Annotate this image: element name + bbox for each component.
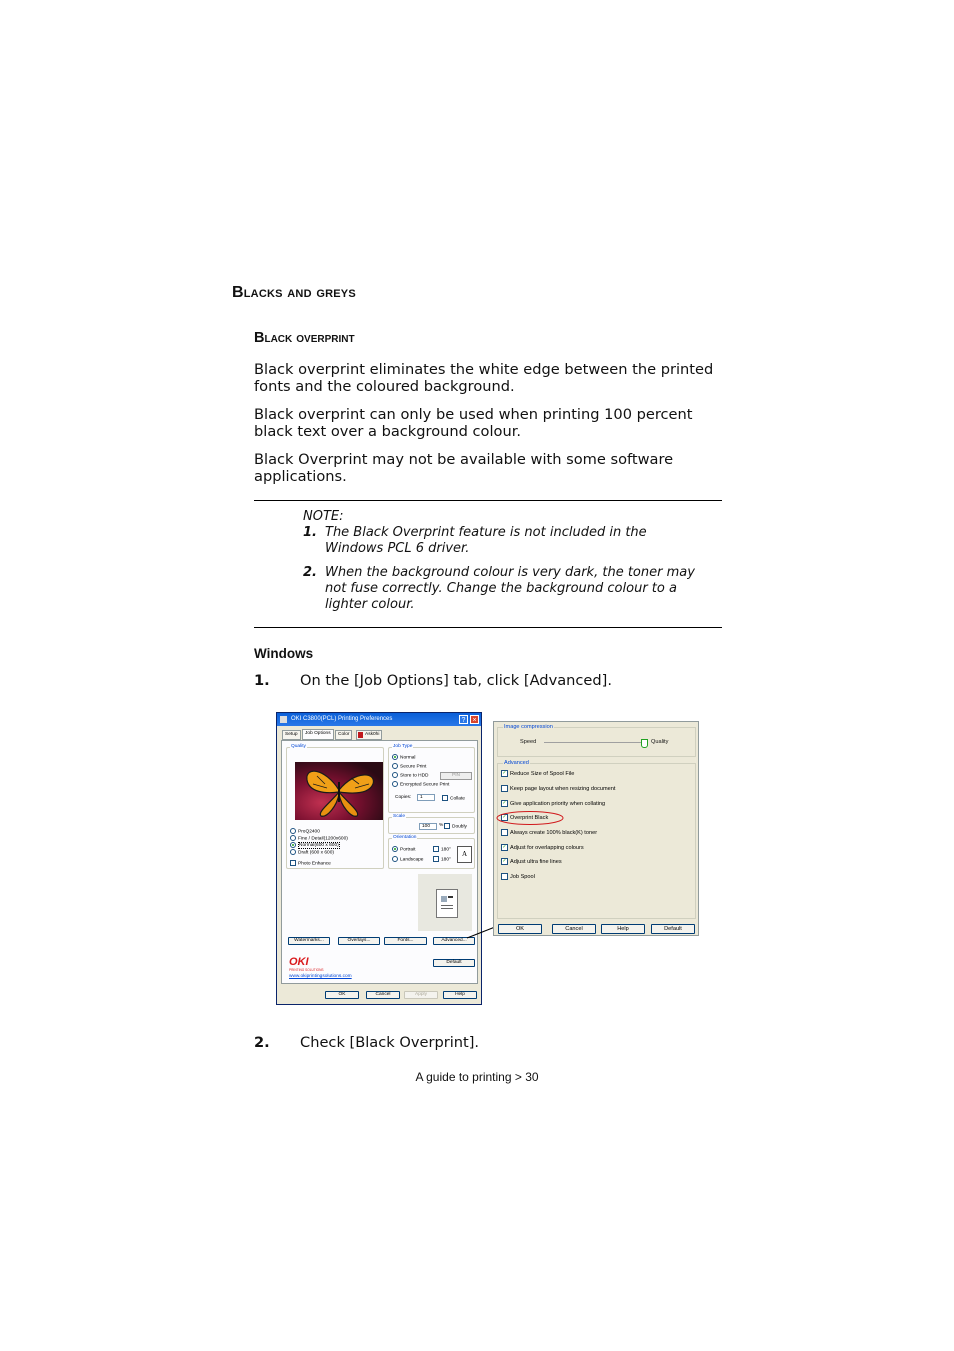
option-label: Reduce Size of Spool File <box>510 770 575 777</box>
collate-checkbox[interactable] <box>442 795 465 802</box>
ultra-fine-checkbox[interactable] <box>501 858 562 866</box>
job-type-group <box>388 744 475 813</box>
option-label: Landscape <box>400 857 424 863</box>
job-options-panel <box>281 740 478 984</box>
quality-preview-image <box>295 762 383 820</box>
advanced-dialog <box>493 721 699 936</box>
photo-enhance-checkbox[interactable] <box>290 860 331 867</box>
checkbox-checked[interactable]: ✓ <box>502 858 507 864</box>
cancel-button[interactable]: Cancel <box>366 991 400 999</box>
option-label: Photo Enhance <box>298 861 331 867</box>
job-type-store-hdd[interactable] <box>392 772 429 779</box>
radio-button[interactable] <box>290 835 296 841</box>
watermarks-button[interactable]: Watermarks... <box>288 937 330 945</box>
rotate-landscape-checkbox[interactable] <box>433 856 451 863</box>
tab-ask0hi-label: Ask0hi <box>365 732 380 737</box>
overlays-button[interactable]: Overlays... <box>338 937 380 945</box>
checkbox[interactable] <box>433 856 439 862</box>
help-button[interactable]: Help <box>443 991 477 999</box>
speed-label: Speed <box>520 739 537 745</box>
checkbox-checked[interactable]: ✓ <box>502 844 507 850</box>
printing-preferences-window <box>276 712 482 1005</box>
section-heading: Blacks and greys <box>232 284 356 301</box>
page-preview-sheet <box>436 889 458 918</box>
default-button[interactable]: Default <box>651 924 695 934</box>
option-label: Overprint Black <box>510 814 549 821</box>
info-icon <box>358 732 363 738</box>
job-type-normal[interactable] <box>392 754 415 761</box>
default-button[interactable]: Default <box>433 959 475 967</box>
quality-label: Quality <box>651 739 669 745</box>
option-label: Portrait <box>400 847 416 853</box>
scale-input[interactable]: 100 <box>419 823 437 830</box>
checkbox[interactable] <box>501 873 508 880</box>
radio-button[interactable] <box>290 849 296 855</box>
note-item-number: 2. <box>303 565 317 580</box>
orientation-preview-icon: A <box>457 846 472 863</box>
orientation-group <box>388 835 475 869</box>
option-label: Give application priority when collating <box>510 800 606 807</box>
scale-label: Scale <box>393 814 405 819</box>
tab-color[interactable]: Color <box>335 730 352 740</box>
help-title-button[interactable]: ? <box>459 715 468 724</box>
page-footer: A guide to printing > 30 <box>415 1070 539 1084</box>
option-label: Encrypted Secure Print <box>400 782 450 788</box>
rotate-portrait-checkbox[interactable] <box>433 846 451 853</box>
doubles-checkbox[interactable] <box>444 823 467 830</box>
compression-slider-track[interactable] <box>544 742 644 743</box>
app-priority-checkbox[interactable] <box>501 800 605 808</box>
always-black-checkbox[interactable] <box>501 829 597 837</box>
radio-button[interactable] <box>392 846 398 852</box>
quality-label: Quality <box>291 744 306 749</box>
radio-button[interactable] <box>392 754 398 760</box>
butterfly-image <box>295 762 383 820</box>
job-spool-checkbox[interactable] <box>501 873 535 881</box>
note-bottom-rule <box>254 627 722 628</box>
note-item-number: 1. <box>303 525 317 540</box>
help-button[interactable]: Help <box>601 924 645 934</box>
ok-button[interactable]: OK <box>498 924 542 934</box>
note-item-text: When the background colour is very dark, the toner may not fuse correctly. Change the background colour to a lighter colour. <box>325 565 695 612</box>
cancel-button[interactable]: Cancel <box>552 924 596 934</box>
option-label: Secure Print <box>400 764 427 770</box>
step-number: 2. <box>254 1034 270 1051</box>
option-label: Doubly <box>452 824 467 830</box>
option-label: ProQ2400 <box>298 829 320 835</box>
checkbox-checked[interactable]: ✓ <box>502 800 507 806</box>
note-item-text: The Black Overprint feature is not included in the Windows PCL 6 driver. <box>325 525 647 556</box>
connector-line <box>466 925 496 940</box>
tab-job-options[interactable]: Job Options <box>302 729 334 740</box>
checkbox[interactable] <box>290 860 296 866</box>
pin-field[interactable]: PIN <box>440 772 472 780</box>
subsection-heading: Black overprint <box>254 330 355 346</box>
reduce-spool-checkbox[interactable] <box>501 770 574 778</box>
checkbox[interactable] <box>433 846 439 852</box>
adjust-overlap-checkbox[interactable] <box>501 844 584 852</box>
orientation-portrait[interactable] <box>392 846 415 853</box>
image-compression-group <box>497 724 696 757</box>
option-label: Adjust for overlapping colours <box>510 844 584 851</box>
copies-input[interactable]: 1 <box>417 794 435 801</box>
highlight-ellipse <box>495 810 567 826</box>
option-label: Keep page layout when resizing document <box>510 785 616 792</box>
checkbox[interactable] <box>501 785 508 792</box>
image-compression-label: Image compression <box>504 724 553 730</box>
advanced-button[interactable]: Advanced... <box>433 937 475 945</box>
option-label: Collate <box>450 796 465 802</box>
compression-slider-thumb[interactable] <box>641 739 648 748</box>
checkbox[interactable] <box>501 829 508 836</box>
radio-button[interactable] <box>392 856 398 862</box>
radio-button[interactable] <box>392 781 398 787</box>
window-titlebar <box>277 713 481 726</box>
brand-url-link[interactable]: www.okiprintingsolutions.com <box>289 974 352 979</box>
fonts-button[interactable]: Fonts... <box>384 937 427 945</box>
keep-layout-checkbox[interactable] <box>501 785 615 793</box>
paragraph-3: Black Overprint may not be available with some software applications. <box>254 451 674 485</box>
ok-button[interactable]: OK <box>325 991 359 999</box>
copies-label: Copies: <box>395 795 412 800</box>
tab-setup[interactable]: Setup <box>282 730 301 740</box>
option-label: Job Spool <box>510 873 535 880</box>
scale-unit: % <box>439 823 444 828</box>
windows-heading: Windows <box>254 646 314 661</box>
step-number: 1. <box>254 672 270 689</box>
option-label: Store to HDD <box>400 773 429 779</box>
page-preview <box>418 874 472 931</box>
checkbox[interactable] <box>444 823 450 829</box>
option-label: Normal <box>400 755 416 761</box>
advanced-label: Advanced <box>504 760 529 766</box>
printer-icon <box>280 716 287 723</box>
option-label: Fine / Detail(1200x600) <box>298 836 348 842</box>
orientation-label: Orientation <box>393 835 417 840</box>
option-label: Draft (600 x 600) <box>298 850 334 856</box>
step-text: On the [Job Options] tab, click [Advanced]. <box>300 672 612 689</box>
radio-button[interactable] <box>392 763 398 769</box>
brand-tagline: PRINTING SOLUTIONS <box>289 968 324 972</box>
step-2 <box>254 1034 479 1051</box>
checkbox-checked[interactable]: ✓ <box>502 814 507 820</box>
tab-ask0hi[interactable] <box>356 730 382 740</box>
radio-button[interactable] <box>290 842 296 848</box>
option-label: 180° <box>441 857 451 863</box>
oki-logo: OKI <box>289 956 309 968</box>
job-type-secure-print[interactable] <box>392 763 426 770</box>
close-icon[interactable]: × <box>470 715 479 724</box>
window-title: OKI C3800(PCL) Printing Preferences <box>291 716 393 722</box>
option-label: Adjust ultra fine lines <box>510 858 562 865</box>
checkbox[interactable] <box>442 795 448 801</box>
apply-button[interactable]: Apply <box>404 991 438 999</box>
quality-option-draft[interactable] <box>290 849 334 856</box>
radio-button[interactable] <box>290 828 296 834</box>
job-type-label: Job Type <box>393 744 413 749</box>
note-label: NOTE: <box>303 509 344 524</box>
step-1 <box>254 672 612 689</box>
note-top-rule <box>254 500 722 501</box>
checkbox-checked[interactable]: ✓ <box>502 770 507 776</box>
paragraph-1: Black overprint eliminates the white edge between the printed fonts and the coloured background. <box>254 361 714 395</box>
option-label: Normal(600 x 600) <box>299 843 339 849</box>
option-label: 180° <box>441 847 451 853</box>
radio-button[interactable] <box>392 772 398 778</box>
orientation-landscape[interactable] <box>392 856 423 863</box>
paragraph-2: Black overprint can only be used when printing 100 percent black text over a background colour. <box>254 406 693 440</box>
step-text: Check [Black Overprint]. <box>300 1034 480 1051</box>
option-label: Always create 100% black(K) toner <box>510 829 598 836</box>
job-type-encrypted[interactable] <box>392 781 449 788</box>
quality-group <box>286 744 384 869</box>
scale-group <box>388 814 475 834</box>
